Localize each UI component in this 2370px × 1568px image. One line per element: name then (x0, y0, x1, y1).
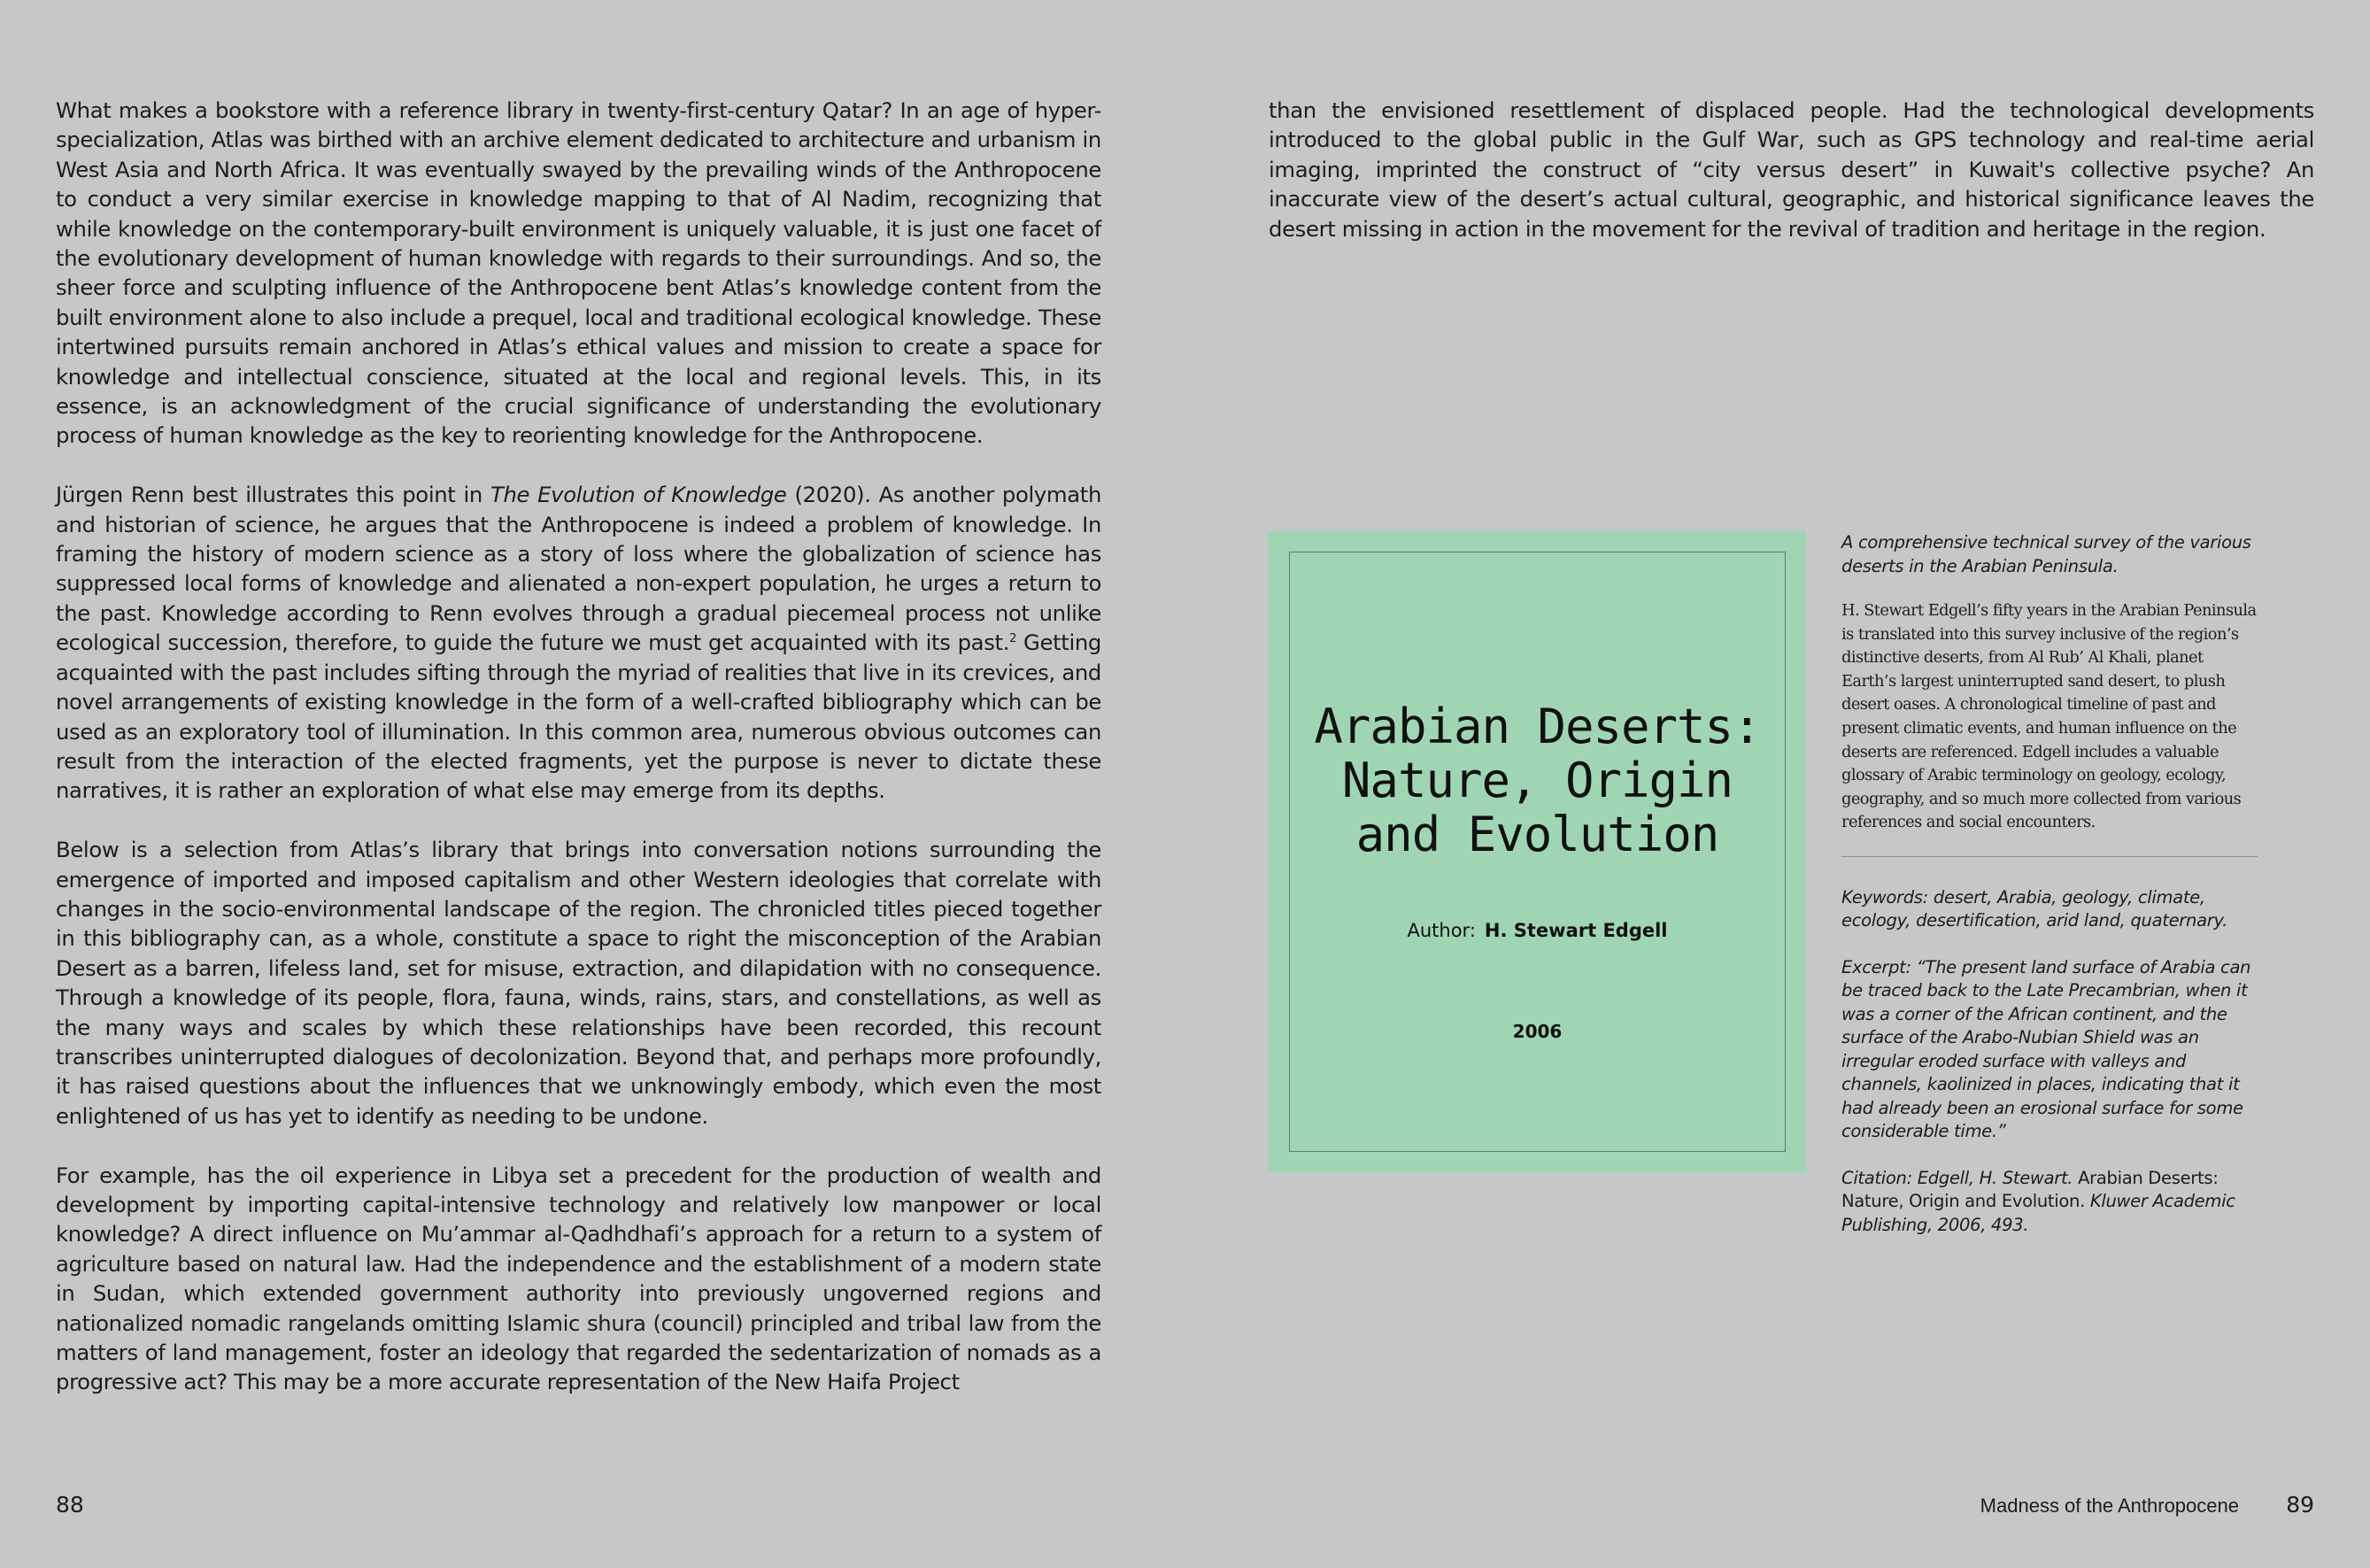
renn-text-before: Jürgen Renn best illustrates this point in (56, 482, 490, 508)
renn-text-after: (2020). As another polymath and historian of science, he argues that the Anthropocene is indeed a problem of knowledge. In framing the history of modern science as a story of loss where the globalization of science has suppressed local forms of knowledge and alienated a non-expert population, he urges a return to the past. Knowledge according to Renn evolves through a gradual piecemeal process not unlike ecological succession, therefore, to guide the future we must get acquainted with its past. (56, 482, 1101, 656)
book-year: 2006 (1512, 1021, 1563, 1042)
book-cover-frame (1289, 552, 1786, 1152)
running-title: Madness of the Anthropocene (1980, 1495, 2239, 1517)
book-title-line: Arabian Deserts: (1314, 699, 1761, 754)
book-cover-card (1269, 531, 1806, 1172)
paragraph: than the envisioned resettlement of displaced people. Had the technological developments introduced to the global public in the Gulf War, such as GPS technology and real-time aerial imaging, imprinted the construct of “city versus desert” in Kuwait's collective psyche? An inaccurate view of the desert’s actual cultural, geographic, and historical significance leaves the desert missing in action in the movement for the revival of tradition and heritage in the region. (1269, 97, 2314, 242)
citation-prefix: Citation: Edgell, H. Stewart. (1841, 1167, 2073, 1188)
author-name: H. Stewart Edgell (1484, 920, 1668, 941)
book-tagline: A comprehensive technical survey of the various deserts in the Arabian Peninsula. (1841, 532, 2251, 576)
renn-book-title: The Evolution of Knowledge (490, 482, 787, 508)
book-citation (1841, 1167, 2258, 1238)
author-label: Author: (1407, 920, 1476, 941)
page-number-left: 88 (56, 1492, 84, 1518)
book-sidebar (1841, 531, 2258, 1237)
renn-paragraph (56, 480, 1101, 805)
renn-text-end: Getting acquainted with the past includes sifting through the myriad of realities that live in its crevices, and novel arrangements of existing knowledge in the form of a well-crafted bibliography which can be used as an exploratory tool of illumination. In this common area, numerous obvious outcomes can result from the interaction of the elected fragments, yet the purpose is never to dictate these narratives, it is rather an exploration of what else may emerge from its depths. (56, 630, 1101, 804)
book-title (1290, 699, 1785, 861)
book-keywords: Keywords: desert, Arabia, geology, climate, ecology, desertification, arid land, quaternary. (1841, 886, 2228, 931)
page-number-right: 89 (2286, 1492, 2314, 1518)
citation-publisher: Kluwer Academic Publishing, 2006, 493. (1841, 1191, 2235, 1235)
right-page (1185, 0, 2370, 1568)
book-description: H. Stewart Edgell’s fifty years in the Arabian Peninsula is translated into this survey inclusive of the region’s distinctive deserts, from Al Rub’ Al Khali, planet Earth’s largest uninterrupted sand desert, to plush desert oases. A chronological timeline of past and present climatic events, and human influence on the deserts are referenced. Edgell includes a valuable glossary of Arabic terminology on geology, ecology, geography, and so much more collected from various references and social encounters. (1841, 601, 2257, 832)
paragraph: For example, has the oil experience in Libya set a precedent for the production of wealth and development by importing capital-intensive technology and relatively low manpower or local knowledge? A direct influence on Mu’ammar al-Qadhdhafi’s approach for a return to a system of agriculture based on natural law. Had the independence and the establishment of a modern state in Sudan, which extended government authority into previously ungoverned regions and nationalized nomadic rangelands omitting Islamic shura (council) principled and tribal law from the matters of land management, foster an ideology that regarded the sedentarization of nomads as a progressive act? This may be a more accurate representation of the New Haifa Project (56, 1162, 1101, 1395)
paragraph: What makes a bookstore with a reference library in twenty-first-century Qatar? In an age of hyper-specialization, Atlas was birthed with an archive element dedicated to architecture and urbanism in West Asia and North Africa. It was eventually swayed by the prevailing winds of the Anthropocene to conduct a very similar exercise in knowledge mapping to that of Al Nadim, recognizing that while knowledge on the contemporary-built environment is uniquely valuable, it is just one facet of the evolutionary development of human knowledge with regards to their surroundings. And so, the sheer force and sculpting influence of the Anthropocene bent Atlas’s knowledge content from the built environment alone to also include a prequel, local and traditional ecological knowledge. These intertwined pursuits remain anchored in Atlas’s ethical values and mission to create a space for knowledge and intellectual conscience, situated at the local and regional levels. This, in its essence, is an acknowledgment of the crucial significance of understanding the evolutionary process of human knowledge as the key to reorienting knowledge for the Anthropocene. (56, 97, 1101, 449)
paragraph: Below is a selection from Atlas’s library that brings into conversation notions surrounding the emergence of imported and imposed capitalism and other Western ideologies that correlate with changes in the socio-environmental landscape of the region. The chronicled titles pieced together in this bibliography can, as a whole, constitute a space to right the misconception of the Arabian Desert as a barren, lifeless land, set for misuse, extraction, and dilapidation with no consequence. Through a knowledge of its people, flora, fauna, winds, rains, stars, and constellations, as well as the many ways and scales by which these relationships have been recorded, this recount transcribes uninterrupted dialogues of decolonization. Beyond that, and perhaps more profoundly, it has raised questions about the influences that we unknowingly embody, which even the most enlightened of us has yet to identify as needing to be undone. (56, 837, 1101, 1129)
book-excerpt: Excerpt: “The present land surface of Arabia can be traced back to the Late Precambrian, when it was a corner of the African continent, and the surface of the Arabo-Nubian Shield was an irregular eroded surface with valleys and channels, kaolinized in places, indicating that it had already been an erosional surface for some considerable time.” (1841, 956, 2251, 1142)
right-body-text (1269, 96, 2314, 243)
divider (1841, 856, 2258, 857)
book-title-line: Nature, Origin (1341, 753, 1733, 808)
book-author (1290, 919, 1785, 942)
book-title-line: and Evolution (1355, 807, 1719, 862)
footnote-mark[interactable]: 2 (1009, 632, 1016, 646)
left-body-text (56, 96, 1101, 1397)
citation-title: Arabian Deserts: Nature, Origin and Evolution. (1841, 1167, 2219, 1212)
